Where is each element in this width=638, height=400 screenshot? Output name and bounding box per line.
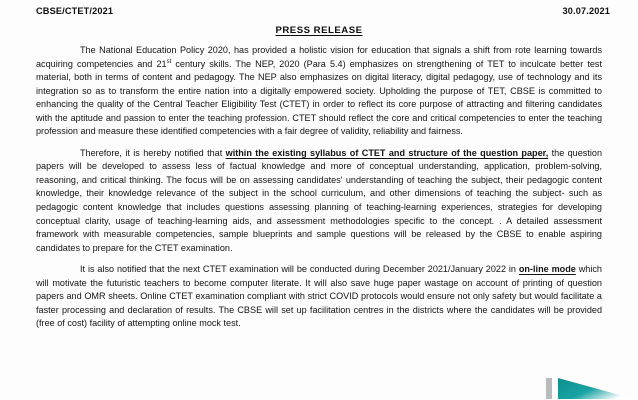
- paragraph-3-emphasis: on-line mode: [518, 264, 576, 275]
- ordinal-superscript: st: [166, 58, 172, 65]
- paragraph-1-text-a: The National Education Policy 2020, has provided a holistic vision for education that signals a shift from rote learning towards acquiring competencies and 21: [36, 45, 602, 69]
- paragraph-3: [36, 263, 602, 331]
- paragraph-2: [36, 147, 602, 255]
- page-title: PRESS RELEASE: [275, 25, 363, 36]
- title-container: [0, 20, 638, 38]
- gray-bar-icon: [546, 378, 552, 399]
- paragraph-1-text-b: century skills. The NEP, 2020 (Para 5.4) emphasizes on strengthening of TET to inculcate better test material, both in terms of content and pedagogy. The NEP also emphasizes on digital literacy, digital pedagogy, use of technology and its integration so as to transform the entire nation into a digitally empowered society. Upholding the purpose of TET, CBSE is committed to enhancing the quality of the Central Teacher Eligibility Test (CTET) in order to reflect its core purpose of attracting and filtering candidates with the aptitude and passion to enter the teaching profession. CTET should reflect the core and critical competencies to enter the teaching profession and measure these identified competencies with a fair degree of validity, reliability and fairness.: [36, 58, 602, 137]
- paragraph-3-text-b: which will motivate the futuristic teachers to become computer literate. It will also save huge paper wastage on account of printing of question papers and OMR sheets. Online CTET examination compliant with strict COVID protocols would ensure not only safety but would facilitate a faster processing and declaration of results. The CBSE will set up facilitation centres in the districts where the candidates will be provided (free of cost) facility of attempting online mock test.: [36, 264, 602, 329]
- paragraph-2-text-a: Therefore, it is hereby notified that: [80, 147, 226, 158]
- paragraph-3-text-a: It is also notified that the next CTET examination will be conducted during December 2021/January 2022 in: [80, 264, 519, 275]
- document-header: [36, 6, 610, 16]
- reference-number: CBSE/CTET/2021: [36, 6, 114, 16]
- footer-decoration: [538, 374, 638, 400]
- document-body: [36, 44, 602, 331]
- paragraph-2-emphasis: within the existing syllabus of CTET and structure of the question paper,: [225, 147, 549, 158]
- paragraph-1: [36, 44, 602, 139]
- teal-swoosh-icon: [558, 378, 634, 399]
- release-date: 30.07.2021: [562, 6, 610, 16]
- paragraph-2-text-b: the question papers will be developed to assess less of factual knowledge and more of conceptual understanding, application, problem-solving, reasoning, and critical thinking. The focus will be on assessing candidates' understanding of teaching the subject, their pedagogic content knowledge, their knowledge relevance of the subject in the school curriculum, and other dimensions of teaching the subject- such as pedagogic content knowledge that includes questions assessing planning of teaching-learning experiences, strategies for developing conceptual clarity, usage of teaching-learning aids, and assessment methodologies specific to the concept. . A detailed assessment framework with measurable competencies, sample blueprints and sample questions will be released by the CBSE to enable aspiring candidates to prepare for the CTET examination.: [36, 147, 603, 253]
